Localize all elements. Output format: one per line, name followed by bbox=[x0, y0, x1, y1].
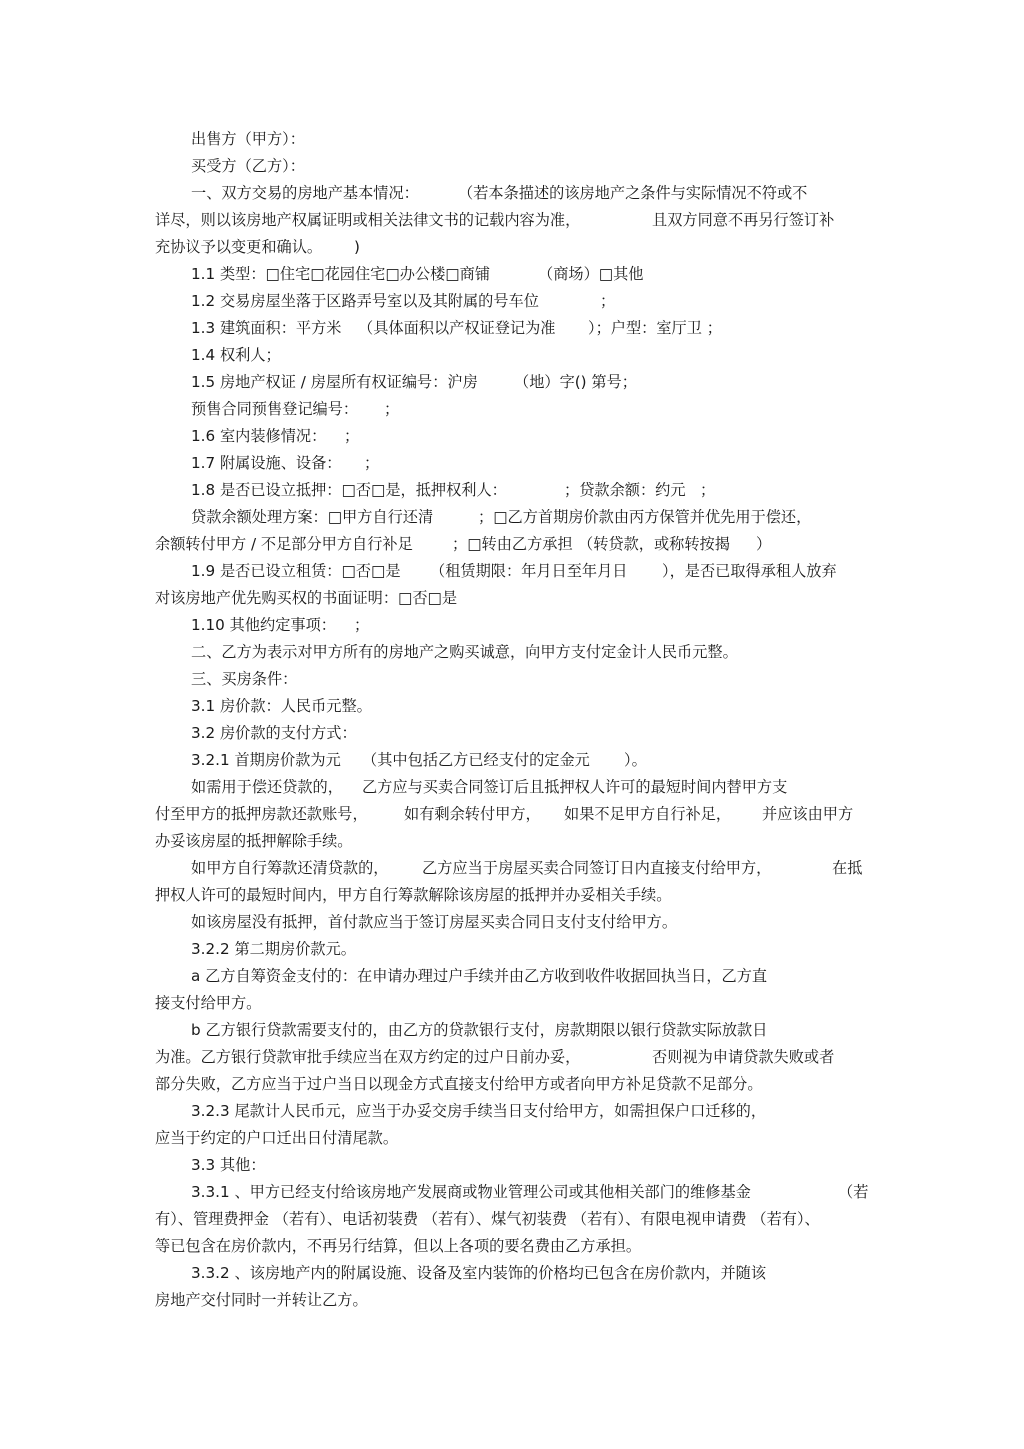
text-segment: 详尽，则以该房地产权属证明或相关法律文书的记载内容为准， bbox=[155, 211, 581, 229]
text-segment: 3.2 房价款的支付方式： bbox=[191, 724, 357, 742]
text-segment: 3.1 房价款：人民币元整。 bbox=[191, 697, 372, 715]
text-segment: （若 bbox=[838, 1183, 869, 1201]
text-line bbox=[0, 936, 1024, 962]
text-segment: 等已包含在房价款内，不再另行结算，但以上各项的要名费由乙方承担。 bbox=[155, 1237, 641, 1255]
text-line bbox=[0, 1152, 1024, 1178]
text-line bbox=[0, 612, 1024, 638]
text-line bbox=[0, 558, 1024, 584]
text-line bbox=[0, 1233, 1024, 1259]
text-segment: ； bbox=[700, 481, 716, 499]
text-segment: 三、买房条件： bbox=[191, 670, 298, 688]
text-segment: 付至甲方的抵押房款还款账号， bbox=[155, 805, 368, 823]
text-line bbox=[0, 990, 1024, 1016]
text-segment: ），是否已取得承租人放弃 bbox=[662, 562, 837, 580]
text-line bbox=[0, 882, 1024, 908]
text-segment: 否则视为申请贷款失败或者 bbox=[652, 1048, 835, 1066]
text-line bbox=[0, 477, 1024, 503]
text-segment: 3.2.3 尾款计人民币元，应当于办妥交房手续当日支付给甲方，如需担保户口迁移的， bbox=[191, 1102, 767, 1120]
text-line bbox=[0, 1287, 1024, 1313]
text-segment: 余额转付甲方 / 不足部分甲方自行补足 bbox=[155, 535, 413, 553]
text-segment: 1.1 类型：□住宅□花园住宅□办公楼□商铺 bbox=[191, 265, 491, 283]
text-segment: 如果不足甲方自行补足， bbox=[564, 805, 732, 823]
text-line bbox=[0, 126, 1024, 152]
text-line bbox=[0, 1206, 1024, 1232]
text-line bbox=[0, 774, 1024, 800]
text-segment: 应当于约定的户口迁出日付清尾款。 bbox=[155, 1129, 398, 1147]
text-segment: 在抵 bbox=[832, 859, 863, 877]
text-segment: ； bbox=[344, 427, 360, 445]
text-segment: 1.9 是否已设立租赁：□否□是 bbox=[191, 562, 401, 580]
text-segment: ； bbox=[600, 292, 616, 310]
text-segment: （租赁期限：年月日至年月日 bbox=[430, 562, 628, 580]
text-line bbox=[0, 1260, 1024, 1286]
text-line bbox=[0, 1017, 1024, 1043]
text-segment: 1.4 权利人； bbox=[191, 346, 281, 364]
text-line bbox=[0, 180, 1024, 206]
text-line bbox=[0, 828, 1024, 854]
text-line bbox=[0, 693, 1024, 719]
text-segment: 乙方应与买卖合同签订后且抵押权人许可的最短时间内替甲方支 bbox=[362, 778, 788, 796]
text-segment: 对该房地产优先购买权的书面证明：□否□是 bbox=[155, 589, 458, 607]
text-segment: 买受方（乙方）： bbox=[191, 157, 305, 175]
text-line bbox=[0, 261, 1024, 287]
text-segment: 有）、管理费押金 （若有）、电话初装费 （若有）、煤气初装费 （若有）、有限电视申请费 （若有）、 bbox=[155, 1210, 820, 1228]
text-segment: ；贷款余额：约元 bbox=[564, 481, 686, 499]
text-line bbox=[0, 342, 1024, 368]
text-segment: 3.3.2 、该房地产内的附属设施、设备及室内装饰的价格均已包含在房价款内，并随该 bbox=[191, 1264, 767, 1282]
text-segment: 1.2 交易房屋坐落于区路弄号室以及其附属的号车位 bbox=[191, 292, 539, 310]
text-segment: 二、乙方为表示对甲方所有的房地产之购买诚意，向甲方支付定金计人民币元整。 bbox=[191, 643, 738, 661]
text-line bbox=[0, 666, 1024, 692]
text-line bbox=[0, 153, 1024, 179]
text-line bbox=[0, 369, 1024, 395]
text-segment: 如该房屋没有抵押，首付款应当于签订房屋买卖合同日支付支付给甲方。 bbox=[191, 913, 677, 931]
text-line bbox=[0, 288, 1024, 314]
text-segment: （转贷款，或称转按揭 bbox=[578, 535, 730, 553]
text-segment: 押权人许可的最短时间内，甲方自行筹款解除该房屋的抵押并办妥相关手续。 bbox=[155, 886, 672, 904]
text-segment: 充协议予以变更和确认。 bbox=[155, 238, 323, 256]
text-segment: 接支付给甲方。 bbox=[155, 994, 262, 1012]
text-segment: a 乙方自筹资金支付的：在申请办理过户手续并由乙方收到收件收据回执当日，乙方直 bbox=[191, 967, 768, 985]
text-segment: ； bbox=[364, 454, 380, 472]
text-segment: 1.3 建筑面积：平方米 bbox=[191, 319, 342, 337]
text-segment: 预售合同预售登记编号： bbox=[191, 400, 359, 418]
text-segment: ）；户型：室厅卫 ； bbox=[588, 319, 722, 337]
text-segment: ）。 bbox=[624, 751, 647, 769]
text-segment: 一、双方交易的房地产基本情况： bbox=[191, 184, 419, 202]
text-line bbox=[0, 639, 1024, 665]
text-segment: 如需用于偿还贷款的， bbox=[191, 778, 343, 796]
text-line bbox=[0, 504, 1024, 530]
text-line bbox=[0, 1044, 1024, 1070]
text-segment: 乙方应当于房屋买卖合同签订日内直接支付给甲方， bbox=[422, 859, 772, 877]
text-segment: b 乙方银行贷款需要支付的，由乙方的贷款银行支付，房款期限以银行贷款实际放款日 bbox=[191, 1021, 768, 1039]
text-segment: 1.7 附属设施、设备： bbox=[191, 454, 342, 472]
text-segment: ； bbox=[384, 400, 400, 418]
text-segment: 3.2.2 第二期房价款元。 bbox=[191, 940, 356, 958]
text-segment: 1.8 是否已设立抵押：□否□是，抵押权利人： bbox=[191, 481, 507, 499]
text-line bbox=[0, 1179, 1024, 1205]
text-segment: 并应该由甲方 bbox=[762, 805, 854, 823]
text-segment: 贷款余额处理方案：□甲方自行还清 bbox=[191, 508, 434, 526]
text-line bbox=[0, 720, 1024, 746]
text-line bbox=[0, 585, 1024, 611]
text-line bbox=[0, 207, 1024, 233]
text-line bbox=[0, 1125, 1024, 1151]
text-line bbox=[0, 450, 1024, 476]
text-line bbox=[0, 423, 1024, 449]
text-segment: 3.2.1 首期房价款为元 bbox=[191, 751, 341, 769]
text-line bbox=[0, 1098, 1024, 1124]
text-segment: （其中包括乙方已经支付的定金元 bbox=[362, 751, 590, 769]
text-segment: 出售方（甲方）： bbox=[191, 130, 305, 148]
text-line bbox=[0, 909, 1024, 935]
text-segment: （商场）□其他 bbox=[538, 265, 644, 283]
text-segment: （若本条描述的该房地产之条件与实际情况不符或不 bbox=[458, 184, 808, 202]
text-segment: ；□转由乙方承担 bbox=[452, 535, 573, 553]
text-segment: ； bbox=[354, 616, 370, 634]
text-segment: 如甲方自行筹款还清贷款的， bbox=[191, 859, 389, 877]
text-segment: 部分失败，乙方应当于过户当日以现金方式直接支付给甲方或者向甲方补足贷款不足部分。 bbox=[155, 1075, 763, 1093]
text-segment: 房地产交付同时一并转让乙方。 bbox=[155, 1291, 368, 1309]
text-segment: ） bbox=[756, 535, 772, 553]
text-segment: 1.10 其他约定事项： bbox=[191, 616, 336, 634]
text-segment: 3.3.1 、甲方已经支付给该房地产发展商或物业管理公司或其他相关部门的维修基金 bbox=[191, 1183, 751, 1201]
text-line bbox=[0, 801, 1024, 827]
text-segment: ；□乙方首期房价款由丙方保管并优先用于偿还， bbox=[478, 508, 812, 526]
text-segment: 1.6 室内装修情况： bbox=[191, 427, 327, 445]
text-line bbox=[0, 396, 1024, 422]
text-segment: 为准。乙方银行贷款审批手续应当在双方约定的过户日前办妥， bbox=[155, 1048, 581, 1066]
text-segment: 3.3 其他： bbox=[191, 1156, 266, 1174]
text-line bbox=[0, 315, 1024, 341]
text-segment: （地）字() 第号； bbox=[514, 373, 637, 391]
text-segment: ) bbox=[354, 238, 360, 256]
text-segment: （具体面积以产权证登记为准 bbox=[358, 319, 556, 337]
text-line bbox=[0, 747, 1024, 773]
text-segment: 办妥该房屋的抵押解除手续。 bbox=[155, 832, 353, 850]
text-line bbox=[0, 531, 1024, 557]
text-segment: 且双方同意不再另行签订补 bbox=[652, 211, 835, 229]
text-segment: 1.5 房地产权证 / 房屋所有权证编号：沪房 bbox=[191, 373, 478, 391]
text-line bbox=[0, 1071, 1024, 1097]
text-segment: 如有剩余转付甲方， bbox=[404, 805, 541, 823]
text-line bbox=[0, 234, 1024, 260]
text-line bbox=[0, 963, 1024, 989]
text-line bbox=[0, 855, 1024, 881]
